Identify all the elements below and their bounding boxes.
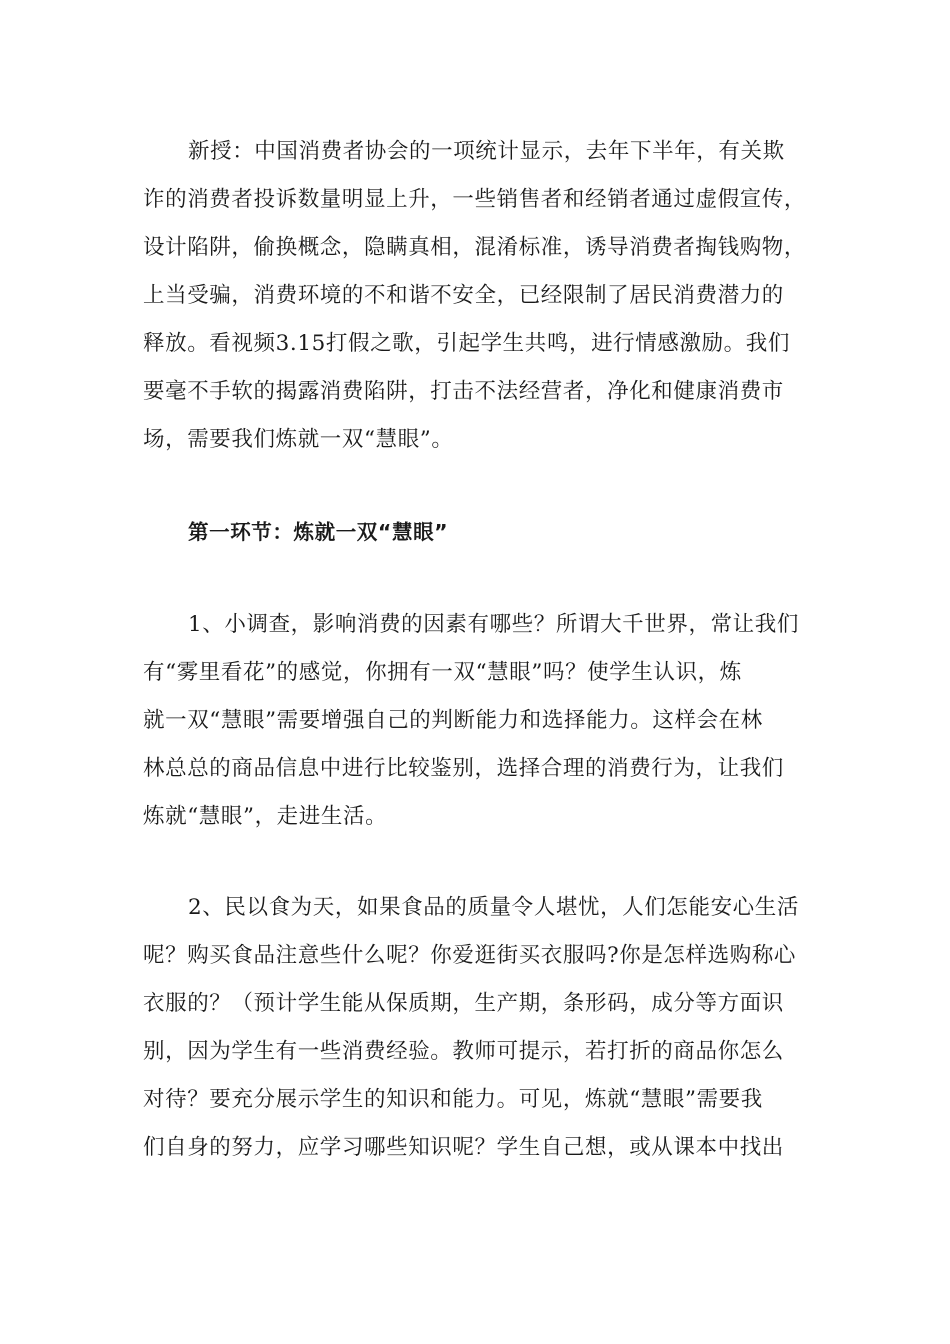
paragraph-line: 衣服的？（预计学生能从保质期，生产期，条形码，成分等方面识 <box>143 991 784 1016</box>
intro-paragraph <box>143 128 807 464</box>
paragraph-line: 别，因为学生有一些消费经验。教师可提示，若打折的商品你怎么 <box>143 1039 784 1064</box>
item1-paragraph <box>143 601 807 841</box>
paragraph-line: 场，需要我们炼就一双“慧眼”。 <box>143 427 454 452</box>
paragraph-line: 新授：中国消费者协会的一项统计显示，去年下半年，有关欺 <box>188 139 785 164</box>
paragraph-line: 上当受骗，消费环境的不和谐不安全，已经限制了居民消费潜力的 <box>143 283 784 308</box>
document-page <box>143 128 807 1172</box>
paragraph-line: 们自身的努力，应学习哪些知识呢？学生自己想，或从课本中找出 <box>143 1135 784 1160</box>
paragraph-line: 林总总的商品信息中进行比较鉴别，选择合理的消费行为，让我们 <box>143 756 784 781</box>
section-heading: 第一环节：炼就一双“慧眼” <box>188 520 449 544</box>
paragraph-line: 要毫不手软的揭露消费陷阱，打击不法经营者，净化和健康消费市 <box>143 379 784 404</box>
paragraph-line: 呢？购买食品注意些什么呢？你爱逛街买衣服吗?你是怎样选购称心 <box>143 943 797 968</box>
paragraph-line: 2、民以食为天，如果食品的质量令人堪忧，人们怎能安心生活 <box>188 895 799 920</box>
item2-paragraph <box>143 884 807 1172</box>
paragraph-line: 炼就“慧眼”，走进生活。 <box>143 804 388 829</box>
paragraph-line: 诈的消费者投诉数量明显上升，一些销售者和经销者通过虚假宣传， <box>143 187 807 212</box>
paragraph-line: 设计陷阱，偷换概念，隐瞒真相，混淆标准，诱导消费者掏钱购物， <box>143 235 807 260</box>
paragraph-line: 对待？要充分展示学生的知识和能力。可见，炼就“慧眼”需要我 <box>143 1087 763 1112</box>
paragraph-line: 就一双“慧眼”需要增强自己的判断能力和选择能力。这样会在林 <box>143 708 763 733</box>
paragraph-line: 释放。看视频3.15打假之歌，引起学生共鸣，进行情感激励。我们 <box>143 331 790 356</box>
paragraph-line: 有“雾里看花”的感觉，你拥有一双“慧眼”吗？使学生认识，炼 <box>143 660 742 685</box>
paragraph-line: 1、小调查，影响消费的因素有哪些？所谓大千世界，常让我们 <box>188 612 799 637</box>
